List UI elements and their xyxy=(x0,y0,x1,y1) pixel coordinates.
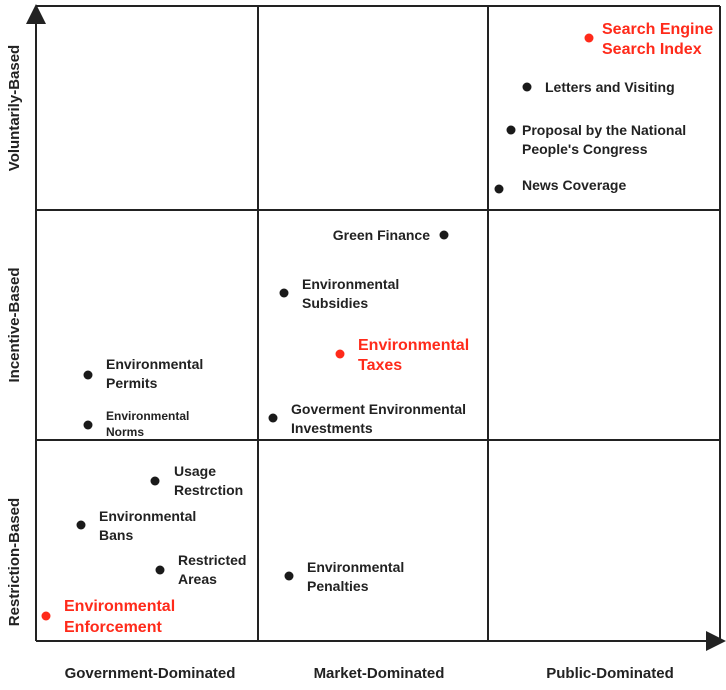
item-search-engine-index xyxy=(585,21,714,58)
point-marker xyxy=(156,566,165,575)
point-marker xyxy=(84,421,93,430)
item-label-line: Investments xyxy=(291,420,373,436)
point-marker xyxy=(336,350,345,359)
point-marker xyxy=(495,185,504,194)
item-label-line: Taxes xyxy=(358,357,403,374)
item-label xyxy=(522,122,686,157)
row-label-voluntary: Voluntarily-Based xyxy=(6,44,23,172)
point-marker xyxy=(77,521,86,530)
point-marker xyxy=(523,83,532,92)
point-marker xyxy=(507,126,516,135)
item-label-line: Search Engine xyxy=(602,21,714,38)
point-marker xyxy=(280,289,289,298)
item-label-line: Areas xyxy=(178,571,217,587)
item-letters-visiting xyxy=(523,79,675,95)
grid xyxy=(36,6,720,641)
item-label-line: Permits xyxy=(106,375,158,391)
item-usage-restriction xyxy=(151,463,244,498)
item-label-line: Environmental xyxy=(64,598,176,615)
point-marker xyxy=(151,477,160,486)
row-label-incentive: Incentive-Based xyxy=(6,267,23,383)
item-environmental-taxes xyxy=(336,337,470,374)
item-label-line: Usage xyxy=(174,463,217,479)
item-label: Green Finance xyxy=(332,227,430,243)
item-environmental-enforcement xyxy=(42,598,176,636)
column-label-government: Government-Dominated xyxy=(64,665,236,682)
item-label xyxy=(106,409,189,439)
point-marker xyxy=(440,231,449,240)
point-marker xyxy=(269,414,278,423)
item-label-line: Proposal by the National xyxy=(522,122,687,138)
item-proposal-npc xyxy=(507,122,687,157)
item-label-line: Bans xyxy=(99,527,134,543)
item-label-line: Enforcement xyxy=(64,619,162,636)
item-label-line: Norms xyxy=(106,425,145,439)
item-green-finance xyxy=(333,227,449,243)
item-label-line: Penalties xyxy=(307,578,369,594)
item-label xyxy=(106,356,203,391)
row-label-restriction: Restriction-Based xyxy=(6,497,23,627)
item-label-line: Environmental xyxy=(106,356,204,372)
item-label: Letters and Visiting xyxy=(545,79,675,95)
point-marker xyxy=(42,612,51,621)
item-label: News Coverage xyxy=(522,177,627,193)
item-label xyxy=(174,463,243,498)
item-news-coverage xyxy=(495,177,627,194)
item-label xyxy=(178,552,246,587)
item-label-line: Search Index xyxy=(602,41,702,58)
item-government-investments xyxy=(269,401,467,436)
item-environmental-subsidies xyxy=(280,276,400,311)
item-environmental-norms xyxy=(84,409,190,439)
item-label-line: Subsidies xyxy=(302,295,369,311)
item-label xyxy=(358,337,469,374)
item-label xyxy=(99,508,196,543)
item-label xyxy=(602,21,713,58)
item-label-line: Goverment Environmental xyxy=(291,401,467,417)
point-marker xyxy=(585,34,594,43)
item-label-line: Restrction xyxy=(174,482,244,498)
item-restricted-areas xyxy=(156,552,247,587)
item-label xyxy=(64,598,175,636)
item-label-line: Environmental xyxy=(307,559,405,575)
column-label-market: Market-Dominated xyxy=(313,665,445,682)
point-marker xyxy=(285,572,294,581)
item-label-line: Environmental xyxy=(106,409,190,423)
item-label xyxy=(302,276,399,311)
item-label-line: Environmental xyxy=(302,276,400,292)
item-environmental-permits xyxy=(84,356,204,391)
item-label xyxy=(307,559,404,594)
item-label-line: People's Congress xyxy=(522,141,648,157)
item-environmental-penalties xyxy=(285,559,405,594)
item-label-line: Environmental xyxy=(99,508,197,524)
item-label-line: Restricted xyxy=(178,552,247,568)
column-label-public: Public-Dominated xyxy=(546,665,674,682)
item-environmental-bans xyxy=(77,508,197,543)
item-label xyxy=(291,401,466,436)
item-label-line: Environmental xyxy=(358,337,470,354)
point-marker xyxy=(84,371,93,380)
